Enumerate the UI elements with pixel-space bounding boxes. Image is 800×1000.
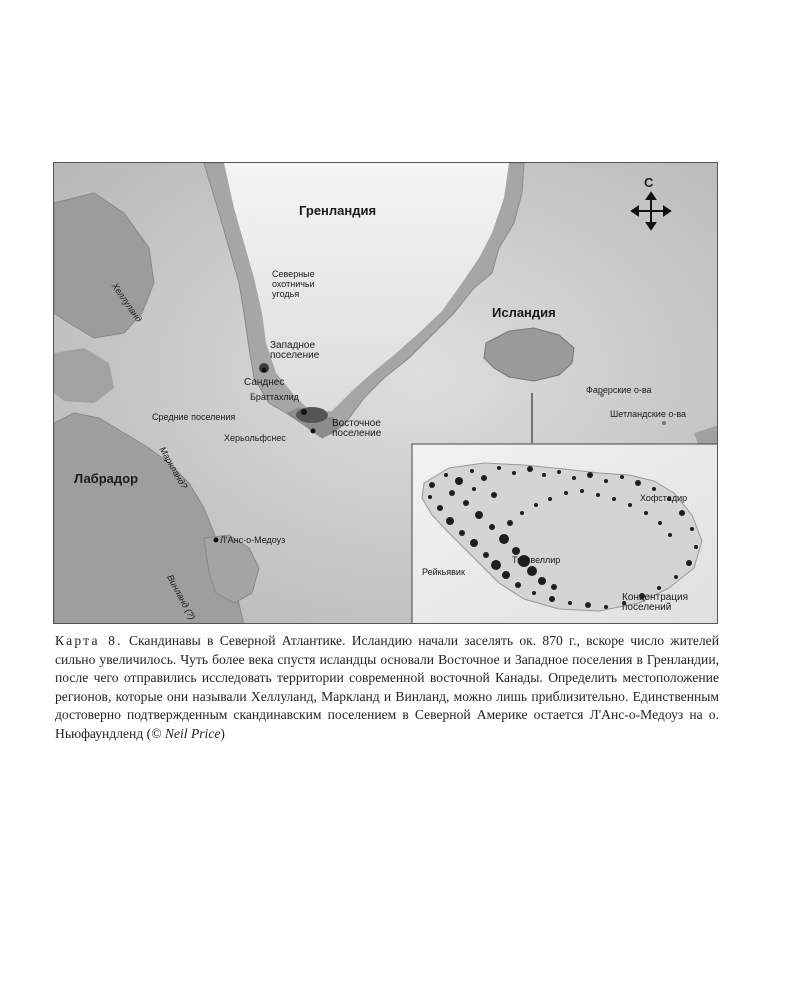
settlement-dot [538, 577, 546, 585]
settlement-dot [515, 582, 521, 588]
settlement-dot [612, 497, 616, 501]
settlement-dot [657, 586, 661, 590]
settlement-dot [446, 517, 454, 525]
settlement-dot [587, 472, 593, 478]
label-thingvellir: Тингвеллир [512, 555, 561, 565]
settlement-dot [520, 511, 524, 515]
label-iceland: Исландия [492, 305, 556, 320]
label-helluland: Хеллуланд [109, 281, 144, 324]
caption-end: ) [220, 725, 225, 741]
settlement-dot [470, 469, 474, 473]
label-concentration: Концентрация поселений [622, 592, 689, 613]
settlement-dot [455, 477, 463, 485]
map-figure [53, 162, 718, 624]
settlement-dot [694, 545, 698, 549]
settlement-dot [483, 552, 489, 558]
sandnes-marker [262, 368, 267, 373]
label-middle-settlement: Средние поселения [152, 412, 236, 422]
settlement-dot [491, 492, 497, 498]
settlement-dot [652, 487, 656, 491]
settlement-dot [542, 473, 546, 477]
settlement-dot [437, 505, 443, 511]
label-brattahlid: Браттахлид [250, 392, 299, 402]
settlement-dot [620, 475, 624, 479]
caption-lead: Карта 8. [55, 633, 123, 648]
settlement-dot [429, 482, 435, 488]
settlement-dot [690, 527, 694, 531]
settlement-dot [551, 584, 557, 590]
settlement-dot [674, 575, 678, 579]
settlement-dot [527, 466, 533, 472]
settlement-dot [532, 591, 536, 595]
label-reykjavik: Рейкьявик [422, 567, 465, 577]
settlement-dot [475, 511, 483, 519]
settlement-dot [491, 560, 501, 570]
settlement-dot [548, 497, 552, 501]
label-western-settlement: Западное поселение [270, 340, 320, 361]
settlement-dot [489, 524, 495, 530]
settlement-dot [686, 560, 692, 566]
settlement-dot [512, 471, 516, 475]
settlement-dot [557, 470, 561, 474]
brattahlid-marker [301, 409, 307, 415]
settlement-dot [604, 605, 608, 609]
settlement-dot [507, 520, 513, 526]
settlement-dot [635, 480, 641, 486]
settlement-dot [459, 530, 465, 536]
settlement-dot [658, 521, 662, 525]
settlement-dot [472, 487, 476, 491]
settlement-dot [463, 500, 469, 506]
settlement-dot [502, 571, 510, 579]
label-vinland: Винланд (?) [165, 573, 198, 622]
settlement-dot [527, 566, 537, 576]
settlement-dot [668, 533, 672, 537]
settlement-dot [499, 534, 509, 544]
shetland-islands [662, 421, 666, 425]
herjolfsnes-marker [311, 429, 316, 434]
settlement-dot [497, 466, 501, 470]
settlement-dot [679, 510, 685, 516]
settlement-dot [481, 475, 487, 481]
label-eastern-settlement: Восточное поселение [332, 418, 382, 439]
label-lanse: Л'Анс-о-Медоуз [220, 535, 286, 545]
settlement-dot [572, 476, 576, 480]
settlement-dot [585, 602, 591, 608]
settlement-dot [628, 503, 632, 507]
map-caption [55, 632, 719, 744]
settlement-dot [428, 495, 432, 499]
settlement-dot [512, 547, 520, 555]
label-herjolfsnes: Херьольфснес [224, 433, 286, 443]
settlement-dot [564, 491, 568, 495]
settlement-dot [644, 511, 648, 515]
settlement-dot [449, 490, 455, 496]
settlement-dot [549, 596, 555, 602]
label-faroe: Фарерские о-ва [586, 385, 652, 395]
lanse-marker [214, 538, 219, 543]
eastern-settlement-area [296, 407, 328, 423]
settlement-dot [470, 539, 478, 547]
label-northern-hunting: Северные охотничьи угодья [272, 269, 315, 299]
label-shetland: Шетландские о-ва [610, 409, 687, 419]
caption-body: Скандинавы в Северной Атлантике. Исландию начали заселять ок. 870 г., вскоре число жителей сильно увеличилось. Чуть более века спустя исландцы основали Восточное и Западное поселения в Гренландии, после чего отправились исследовать территории современной восточной Канады. Определить местоположение регионов, которые они называли Хеллуланд, Маркланд и Винланд, можно лишь приблизительно. Единственным достоверно подтвержденным скандинавским поселением в Северной Америке остается Л'Анс-о-Медоуз на о. Ньюфаундленд ( [55, 633, 719, 741]
label-hofstadir: Хофстадир [640, 493, 688, 503]
settlement-dot [604, 479, 608, 483]
caption-credit: © Neil Price [151, 725, 221, 741]
label-greenland: Гренландия [299, 203, 377, 218]
settlement-dot [580, 489, 584, 493]
settlement-dot [534, 503, 538, 507]
label-sandnes: Санднес [244, 377, 285, 388]
compass-north-letter: С [644, 175, 654, 190]
settlement-dot [444, 473, 448, 477]
label-labrador: Лабрадор [74, 471, 139, 486]
label-markland: Маркланд? [157, 445, 190, 491]
settlement-dot [568, 601, 572, 605]
settlement-dot [596, 493, 600, 497]
